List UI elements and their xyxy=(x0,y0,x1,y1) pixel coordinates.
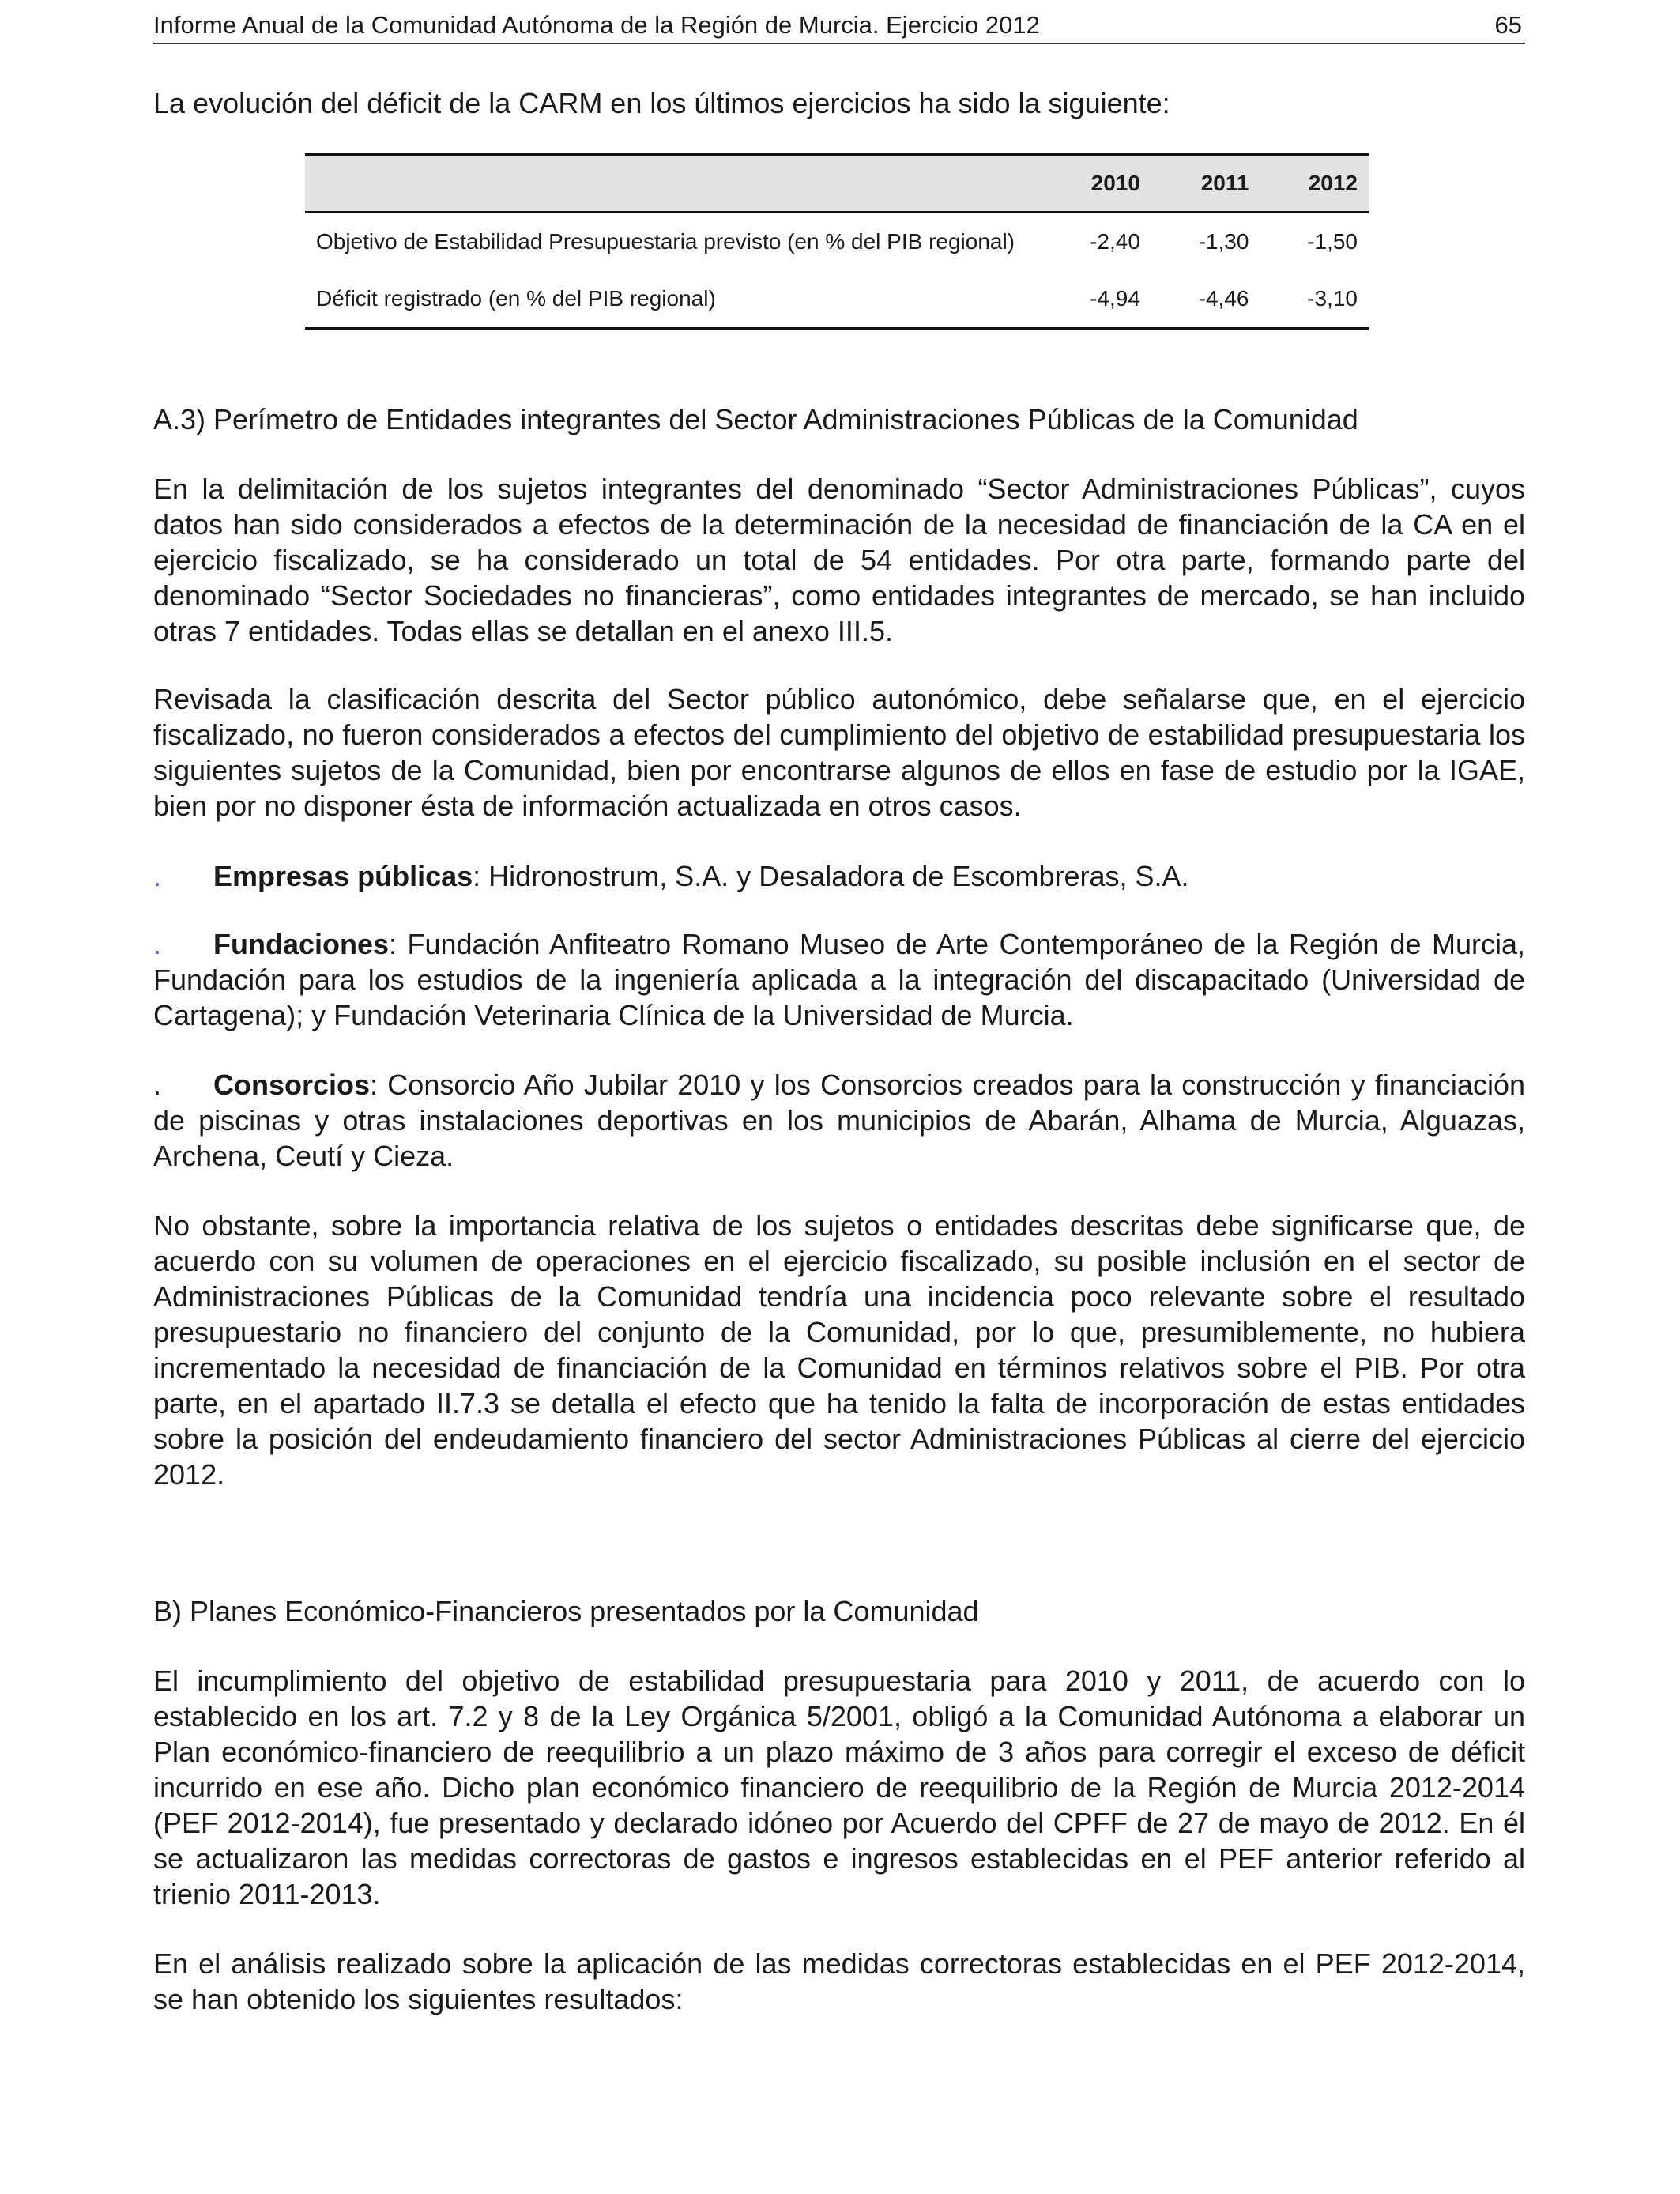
table-header-cell: 2011 xyxy=(1151,155,1260,213)
bullet-text: : Fundación Anfiteatro Romano Museo de Arte Contemporáneo de la Región de Murcia, Fundación para los estudios de la ingeniería aplicada a la integración del discapacitado (Universidad de Cartagena); y Fundación Veterinaria Clínica de la Universidad de Murcia. xyxy=(153,928,1525,1031)
row-label: Déficit registrado (en % del PIB regional) xyxy=(305,270,1042,329)
bullet-marker: . xyxy=(153,860,162,892)
section-a3-title: A.3) Perímetro de Entidades integrantes del Sector Administraciones Públicas de la Comunidad xyxy=(153,403,1358,435)
paragraph: En la delimitación de los sujetos integrantes del denominado “Sector Administraciones Públicas”, cuyos datos han sido considerados a efectos de la determinación de la necesidad de financiación de la CA en el ejercicio fiscalizado, se ha considerado un total de 54 entidades. Por otra parte, formando parte del denominado “Sector Sociedades no financieras”, como entidades integrantes de mercado, se han incluido otras 7 entidades. Todas ellas se detallan en el anexo III.5. xyxy=(153,473,1525,647)
deficit-table xyxy=(305,153,1369,330)
bullet-text: : Consorcio Año Jubilar 2010 y los Consorcios creados para la construcción y financiación de piscinas y otras instalaciones deportivas en los municipios de Abarán, Alhama de Murcia, Alguazas, Archena, Ceutí y Cieza. xyxy=(153,1069,1525,1172)
table-row xyxy=(305,270,1369,329)
intro-text: La evolución del déficit de la CARM en los últimos ejercicios ha sido la siguiente: xyxy=(153,87,1170,119)
table-header-row xyxy=(305,155,1369,213)
page-number: 65 xyxy=(1494,11,1522,39)
section-b-title: B) Planes Económico-Financieros presentados por la Comunidad xyxy=(153,1595,979,1627)
table-header-cell: 2010 xyxy=(1042,155,1151,213)
table-header-cell xyxy=(305,155,1042,213)
bullet-term: Consorcios xyxy=(213,1069,371,1101)
paragraph: No obstante, sobre la importancia relativa de los sujetos o entidades descritas debe significarse que, de acuerdo con su volumen de operaciones en el ejercicio fiscalizado, su posible inclusión en el sector de Administraciones Públicas de la Comunidad tendría una incidencia poco relevante sobre el resultado presupuestario no financiero del conjunto de la Comunidad, por lo que, presumiblemente, no hubiera incrementado la necesidad de financiación de la Comunidad en términos relativos sobre el PIB. Por otra parte, en el apartado II.7.3 se detalla el efecto que ha tenido la falta de incorporación de estas entidades sobre la posición del endeudamiento financiero del sector Administraciones Públicas al cierre del ejercicio 2012. xyxy=(153,1209,1525,1491)
paragraph: El incumplimiento del objetivo de estabilidad presupuestaria para 2010 y 2011, de acuerdo con lo establecido en los art. 7.2 y 8 de la Ley Orgánica 5/2001, obligó a la Comunidad Autónoma a elaborar un Plan económico-financiero de reequilibrio a un plazo máximo de 3 años para corregir el exceso de déficit incurrido en ese año. Dicho plan económico financiero de reequilibrio de la Región de Murcia 2012-2014 (PEF 2012-2014), fue presentado y declarado idóneo por Acuerdo del CPFF de 27 de mayo de 2012. En él se actualizaron las medidas correctoras de gastos e ingresos establecidas en el PEF anterior referido al trienio 2011-2013. xyxy=(153,1664,1525,1910)
bullet-term: Fundaciones xyxy=(213,928,390,960)
table-cell: -4,94 xyxy=(1042,270,1151,329)
list-item xyxy=(153,1067,1525,1174)
table-row xyxy=(305,213,1369,271)
list-item xyxy=(153,858,1525,894)
bullet-term: Empresas públicas xyxy=(213,860,473,892)
bullet-text: : Hidronostrum, S.A. y Desaladora de Escombreras, S.A. xyxy=(473,860,1189,892)
table-cell: -4,46 xyxy=(1151,270,1260,329)
header-title: Informe Anual de la Comunidad Autónoma de la Región de Murcia. Ejercicio 2012 xyxy=(153,11,1040,39)
paragraph: Revisada la clasificación descrita del Sector público autonómico, debe señalarse que, en el ejercicio fiscalizado, no fueron considerados a efectos del cumplimiento del objetivo de estabilidad presupuestaria los siguientes sujetos de la Comunidad, bien por encontrarse algunos de ellos en fase de estudio por la IGAE, bien por no disponer ésta de información actualizada en otros casos. xyxy=(153,683,1525,822)
table-header-cell: 2012 xyxy=(1260,155,1369,213)
bullet-marker: . xyxy=(153,928,162,960)
paragraph: En el análisis realizado sobre la aplicación de las medidas correctoras establecidas en el PEF 2012-2014, se han obtenido los siguientes resultados: xyxy=(153,1947,1525,2015)
row-label: Objetivo de Estabilidad Presupuestaria previsto (en % del PIB regional) xyxy=(316,229,1015,254)
table-cell: -1,30 xyxy=(1198,229,1249,254)
list-item xyxy=(153,926,1525,1033)
table-cell: -1,50 xyxy=(1307,229,1358,254)
bullet-marker: . xyxy=(153,1069,162,1101)
table-cell: -2,40 xyxy=(1090,229,1140,254)
table-cell: -3,10 xyxy=(1260,270,1369,329)
page-header xyxy=(153,6,1525,44)
